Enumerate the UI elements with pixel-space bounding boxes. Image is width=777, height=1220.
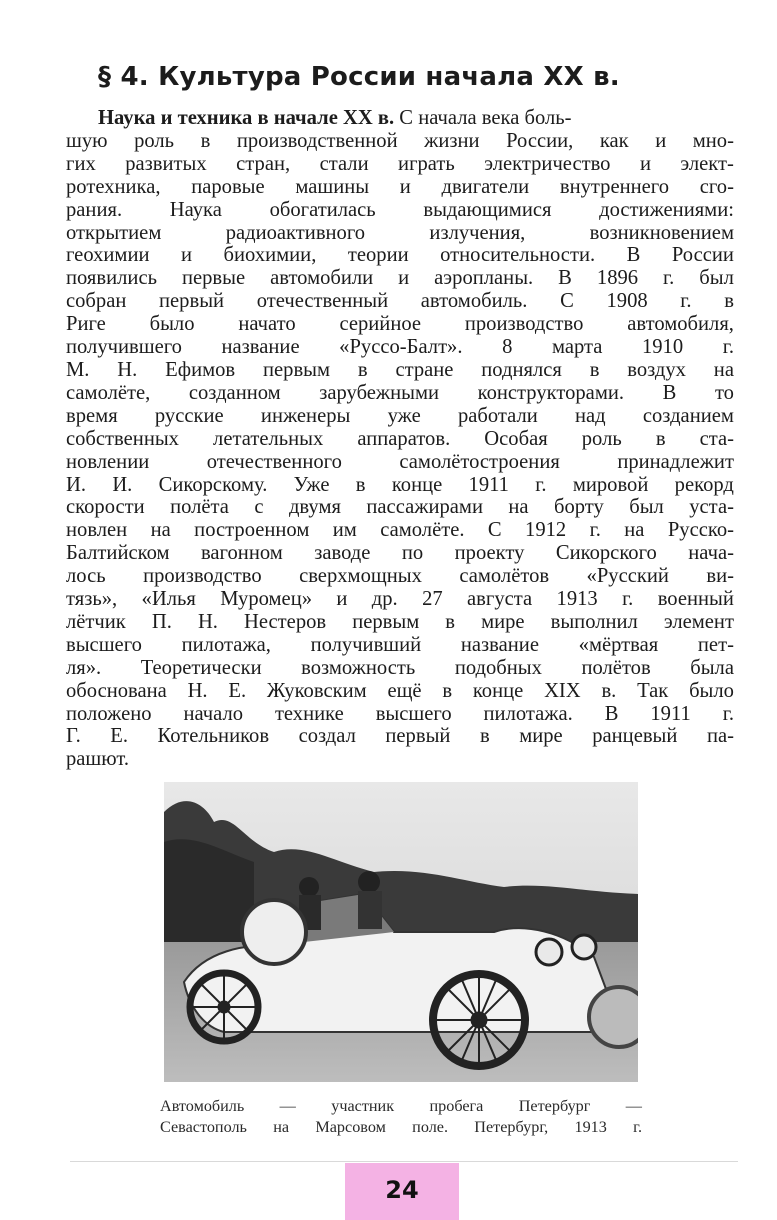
paragraph-line: ротехника, паровые машины и двигатели внутреннего сго- [66, 175, 734, 198]
paragraph-line: ля». Теоретически возможность подобных полётов была [66, 656, 734, 679]
paragraph-line: собственных летательных аппаратов. Особая роль в ста- [66, 427, 734, 450]
paragraph-line: получившего название «Руссо-Балт». 8 марта 1910 г. [66, 336, 734, 359]
paragraph-line: лётчик П. Н. Нестеров первым в мире выполнил элемент [66, 610, 734, 633]
paragraph-line: рания. Наука обогатилась выдающимися достижениями: [66, 198, 734, 221]
footer-divider [70, 1161, 738, 1162]
paragraph-line: геохимии и биохимии, теории относительности. В России [66, 244, 734, 267]
paragraph-line: скорости полёта с двумя пассажирами на борту был уста- [66, 496, 734, 519]
paragraph-line: М. Н. Ефимов первым в стране поднялся в воздух на [66, 358, 734, 381]
paragraph-line: обоснована Н. Е. Жуковским ещё в конце XIX в. Так было [66, 679, 734, 702]
historic-car-photo [164, 782, 638, 1082]
photo-caption [160, 1096, 642, 1138]
page-number: 24 [385, 1176, 419, 1204]
paragraph-line: Балтийском вагонном заводе по проекту Сикорского нача- [66, 542, 734, 565]
paragraph-line-text: С начала века боль- [394, 107, 572, 129]
paragraph-line: время русские инженеры уже работали над созданием [66, 404, 734, 427]
paragraph-line: собран первый отечественный автомобиль. С 1908 г. в [66, 290, 734, 313]
paragraph-line: тязь», «Илья Муромец» и др. 27 августа 1913 г. военный [66, 588, 734, 611]
paragraph-line: Г. Е. Котельников создал первый в мире ранцевый па- [66, 725, 734, 748]
paragraph-line: появились первые автомобили и аэропланы. В 1896 г. был [66, 267, 734, 290]
paragraph-line: Риге было начато серийное производство автомобиля, [66, 313, 734, 336]
caption-line: Севастополь на Марсовом поле. Петербург, 1913 г. [160, 1118, 642, 1136]
paragraph-line: открытием радиоактивного излучения, возникновением [66, 221, 734, 244]
car-photo-illustration [164, 782, 638, 1082]
paragraph-line: шую роль в производственной жизни России, как и мно- [66, 129, 734, 152]
paragraph-line: высшего пилотажа, получивший название «мёртвая пет- [66, 633, 734, 656]
paragraph-line: новлен на построенном им самолёте. С 1912 г. на Русско- [66, 519, 734, 542]
caption-line: Автомобиль — участник пробега Петербург — [160, 1097, 642, 1115]
paragraph-line: И. И. Сикорскому. Уже в конце 1911 г. мировой рекорд [66, 473, 734, 496]
paragraph-line [66, 107, 734, 130]
paragraph-line: рашют. [66, 748, 130, 771]
paragraph-lead: Наука и техника в начале XX в. [98, 107, 395, 129]
body-paragraph [66, 107, 734, 771]
paragraph-line: положено начало технике высшего пилотажа. В 1911 г. [66, 702, 734, 725]
paragraph-line: гих развитых стран, стали играть электричество и элект- [66, 152, 734, 175]
page-number-tab [345, 1163, 459, 1220]
paragraph-line: лось производство сверхмощных самолётов «Русский ви- [66, 565, 734, 588]
paragraph-line: новлении отечественного самолётостроения принадлежит [66, 450, 734, 473]
section-title: § 4. Культура России начала XX в. [98, 62, 620, 92]
paragraph-line: самолёте, созданном зарубежными конструкторами. В то [66, 381, 734, 404]
